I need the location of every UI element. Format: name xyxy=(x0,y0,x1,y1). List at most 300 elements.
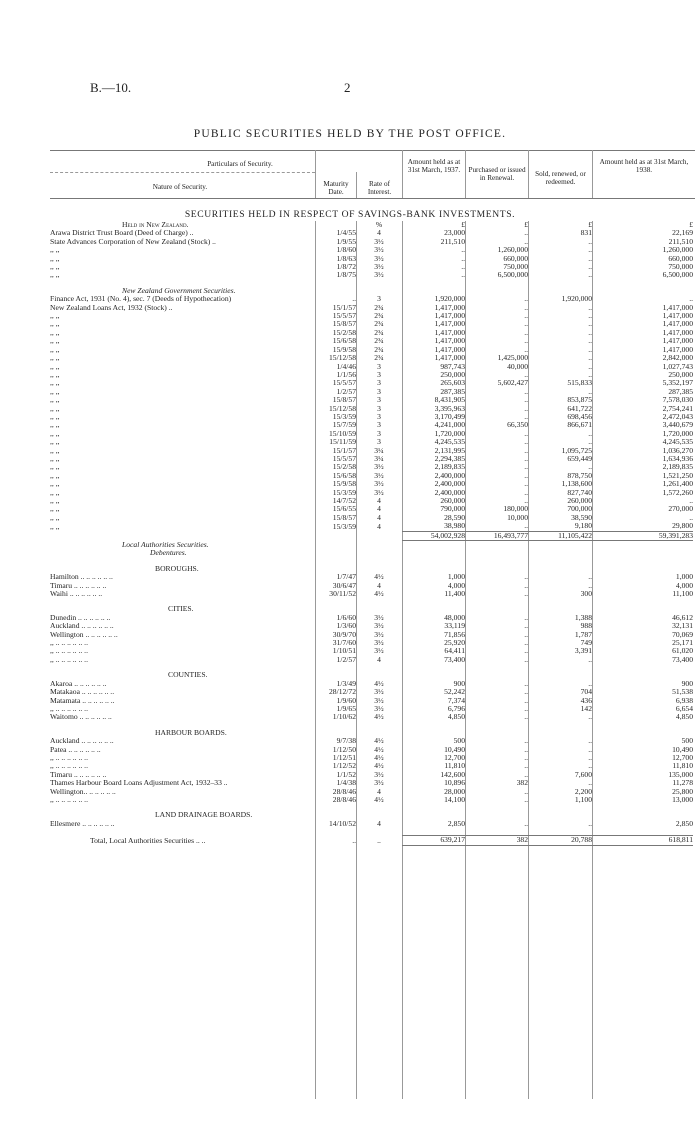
row-label: BOROUGHS. xyxy=(155,564,199,573)
row-label: ,, ,, xyxy=(50,480,60,489)
cell-e: .. xyxy=(588,254,592,263)
row-label: ,, ,, xyxy=(50,328,60,337)
cell-d: 66,350 xyxy=(507,421,528,430)
cell-e: .. xyxy=(588,312,592,321)
cell-f: 59,391,283 xyxy=(592,531,693,540)
cell-d xyxy=(465,605,528,613)
cell-f: 3,440,679 xyxy=(662,421,693,430)
cell-f: 51,538 xyxy=(672,688,693,697)
row-label: ,, ,, xyxy=(50,454,60,463)
cell-a xyxy=(315,549,356,557)
cell-a: 1/8/75 xyxy=(336,271,356,280)
row-label: New Zealand Loans Act, 1932 (Stock) .. xyxy=(50,303,173,312)
cell-e: .. xyxy=(588,655,592,664)
cell-c: 3,395,963 xyxy=(434,404,465,413)
row-label: State Advances Corporation of New Zealand (Stock) .. xyxy=(50,237,216,246)
cell-d: .. xyxy=(524,762,528,771)
table-row xyxy=(50,337,693,345)
table-row xyxy=(50,405,693,413)
cell-b: 3 xyxy=(377,404,381,413)
cell-d: .. xyxy=(524,488,528,497)
cell-b: 3½ xyxy=(374,263,384,272)
row-label: HARBOUR BOARDS. xyxy=(155,728,227,737)
cell-f: 25,800 xyxy=(672,787,693,796)
table-row xyxy=(50,320,693,328)
cell-a: 1/4/55 xyxy=(336,229,356,238)
cell-f: 11,278 xyxy=(672,779,693,788)
cell-a: 1/10/62 xyxy=(332,713,356,722)
cell-c: 6,796 xyxy=(447,704,465,713)
cell-c: 10,490 xyxy=(444,745,465,754)
cell-f: 11,810 xyxy=(672,762,693,771)
cell-c: 1,920,000 xyxy=(434,295,465,304)
table-row xyxy=(50,312,693,320)
cell-b: 4 xyxy=(377,787,381,796)
col-header-held-1937: Amount held as at 31st March, 1937. xyxy=(407,158,461,175)
cell-a: 30/9/70 xyxy=(332,630,356,639)
cell-c: 11,400 xyxy=(444,590,465,599)
cell-f: 250,000 xyxy=(668,370,693,379)
cell-d: 16,493,777 xyxy=(465,531,528,540)
cell-d: 5,602,427 xyxy=(497,379,528,388)
cell-a: 1/3/60 xyxy=(336,622,356,631)
cell-e xyxy=(528,811,592,819)
row-label: ,, ,, xyxy=(50,271,60,280)
cell-c: 4,850 xyxy=(447,713,465,722)
cell-d xyxy=(465,671,528,679)
table-row xyxy=(50,295,693,303)
table-row xyxy=(50,522,693,531)
cell-b xyxy=(356,565,402,573)
cell-a xyxy=(315,671,356,679)
cell-b: 4 xyxy=(377,229,381,238)
cell-a: 1/9/65 xyxy=(336,704,356,713)
cell-d: .. xyxy=(524,337,528,346)
cell-c xyxy=(402,729,465,737)
table-row xyxy=(50,622,693,630)
cell-d: 180,000 xyxy=(503,505,528,514)
cell-d: 10,000 xyxy=(507,513,528,522)
cell-e: .. xyxy=(588,370,592,379)
cell-b: 4½ xyxy=(374,573,384,582)
cell-e: .. xyxy=(588,362,592,371)
cell-f: 2,472,043 xyxy=(662,412,693,421)
cell-e: 436 xyxy=(580,696,592,705)
cell-a: .. xyxy=(352,295,356,304)
table-row xyxy=(50,762,693,770)
group-heading-row xyxy=(50,565,693,573)
header-bottom-rule xyxy=(50,198,695,199)
table-row xyxy=(50,656,693,664)
cell-e: 749 xyxy=(580,639,592,648)
cell-b: 3 xyxy=(377,438,381,447)
header-top-rule xyxy=(50,150,695,151)
row-label: Held in New Zealand. xyxy=(122,221,189,229)
cell-a: 15/1/57 xyxy=(332,303,356,312)
cell-a: 15/5/57 xyxy=(332,454,356,463)
cell-f: 6,938 xyxy=(675,696,693,705)
cell-c: 64,411 xyxy=(444,647,465,656)
group-heading-row xyxy=(50,729,693,737)
cell-c: 1,417,000 xyxy=(434,303,465,312)
cell-f: 1,417,000 xyxy=(662,320,693,329)
cell-e: 7,600 xyxy=(574,770,592,779)
cell-a: 15/3/59 xyxy=(332,412,356,421)
cell-b: 3½ xyxy=(374,630,384,639)
cell-c: 1,417,000 xyxy=(434,337,465,346)
table-row xyxy=(50,246,693,254)
spacer xyxy=(50,722,693,729)
cell-a: 15/6/58 xyxy=(332,471,356,480)
cell-e: 515,833 xyxy=(567,379,592,388)
cell-b: 3½ xyxy=(374,696,384,705)
cell-e: .. xyxy=(588,237,592,246)
table-row xyxy=(50,796,693,804)
cell-f: 1,027,743 xyxy=(662,362,693,371)
row-label: ,, .. .. .. .. .. .. xyxy=(50,639,88,648)
row-label: Thames Harbour Board Loans Adjustment Act, 1932–33 .. xyxy=(50,779,228,788)
cell-d: 6,500,000 xyxy=(497,271,528,280)
cell-c: 48,000 xyxy=(444,613,465,622)
table-row xyxy=(50,614,693,622)
cell-e: 704 xyxy=(580,688,592,697)
table-row xyxy=(50,497,693,505)
table-row xyxy=(50,746,693,754)
cell-b: % xyxy=(375,221,383,229)
cell-a: 28/8/46 xyxy=(332,795,356,804)
cell-f xyxy=(592,605,693,613)
cell-f: 70,069 xyxy=(672,630,693,639)
cell-d: .. xyxy=(524,630,528,639)
cell-f: 1,417,000 xyxy=(662,345,693,354)
cell-a: 1/8/63 xyxy=(336,254,356,263)
cell-b: 4½ xyxy=(374,679,384,688)
cell-b: 3 xyxy=(377,396,381,405)
cell-d: 382 xyxy=(516,779,528,788)
cell-b: 3½ xyxy=(374,271,384,280)
cell-e: 1,100 xyxy=(574,795,592,804)
row-label: Matakaoa .. .. .. .. .. .. xyxy=(50,688,115,697)
cell-e: .. xyxy=(588,753,592,762)
cell-c: 28,590 xyxy=(444,513,465,522)
cell-a xyxy=(315,605,356,613)
row-label: Wellington.. .. .. .. .. .. xyxy=(50,787,116,796)
cell-f: 1,417,000 xyxy=(662,337,693,346)
total-row xyxy=(50,531,693,540)
cell-e xyxy=(528,549,592,557)
row-label: ,, ,, xyxy=(50,404,60,413)
header-mid-rule xyxy=(50,172,315,173)
row-label: ,, ,, xyxy=(50,246,60,255)
group-heading-row xyxy=(50,811,693,819)
cell-f: 7,578,030 xyxy=(662,396,693,405)
spacer-row xyxy=(50,280,693,287)
cell-b xyxy=(356,671,402,679)
cell-b: 3½ xyxy=(374,647,384,656)
cell-d: .. xyxy=(524,581,528,590)
cell-a: 15/11/59 xyxy=(329,438,356,447)
row-label: ,, ,, xyxy=(50,254,60,263)
cell-a xyxy=(315,729,356,737)
cell-a: 15/2/58 xyxy=(332,463,356,472)
cell-d: .. xyxy=(524,522,528,531)
cell-b: 3½ xyxy=(374,488,384,497)
cell-b: 3 xyxy=(377,370,381,379)
header-divider xyxy=(315,150,316,198)
cell-f xyxy=(592,287,693,295)
cell-c: .. xyxy=(461,246,465,255)
table-row xyxy=(50,363,693,371)
cell-e: .. xyxy=(588,246,592,255)
cell-c: 10,896 xyxy=(444,779,465,788)
spacer-row xyxy=(50,722,693,729)
cell-d: .. xyxy=(524,573,528,582)
cell-e: .. xyxy=(588,581,592,590)
cell-b: 3½ xyxy=(374,779,384,788)
cell-f: 1,000 xyxy=(675,573,693,582)
cell-c: .. xyxy=(461,263,465,272)
cell-b: 4 xyxy=(377,505,381,514)
row-label xyxy=(50,531,315,540)
cell-d: £ xyxy=(524,221,528,229)
cell-c: £ xyxy=(461,221,465,229)
cell-b: 3½ xyxy=(374,480,384,489)
col-header-sold: Sold, renewed, or redeemed. xyxy=(535,170,586,187)
table-row xyxy=(50,346,693,354)
cell-f: 1,417,000 xyxy=(662,303,693,312)
cell-d: .. xyxy=(524,471,528,480)
table-row xyxy=(50,647,693,655)
cell-a: 15/9/58 xyxy=(332,480,356,489)
cell-d: .. xyxy=(524,429,528,438)
cell-f: 270,000 xyxy=(668,505,693,514)
header-divider xyxy=(528,150,529,198)
cell-c: 7,374 xyxy=(447,696,465,705)
cell-e: 641,722 xyxy=(567,404,592,413)
cell-a: 15/6/58 xyxy=(332,337,356,346)
cell-b xyxy=(356,729,402,737)
cell-e: 659,449 xyxy=(567,454,592,463)
cell-f: 500 xyxy=(681,737,693,746)
cell-d: .. xyxy=(524,396,528,405)
cell-b: 4 xyxy=(377,581,381,590)
cell-a: 15/5/57 xyxy=(332,312,356,321)
cell-c: 2,400,000 xyxy=(434,480,465,489)
cell-b: 3 xyxy=(377,362,381,371)
cell-f: 29,800 xyxy=(672,522,693,531)
cell-e: .. xyxy=(588,713,592,722)
cell-e: 9,180 xyxy=(574,522,592,531)
cell-b: 3 xyxy=(377,379,381,388)
table-row xyxy=(50,480,693,488)
row-label: Timaru .. .. .. .. .. .. xyxy=(50,770,107,779)
cell-e xyxy=(528,565,592,573)
row-label: ,, ,, xyxy=(50,370,60,379)
cell-a: 15/2/58 xyxy=(332,328,356,337)
cell-f: 2,189,835 xyxy=(662,463,693,472)
cell-b: 2¾ xyxy=(374,312,384,321)
cell-a: 15/12/58 xyxy=(328,354,356,363)
cell-a xyxy=(315,565,356,573)
cell-b: 3½ xyxy=(374,237,384,246)
cell-e: .. xyxy=(588,762,592,771)
cell-d: .. xyxy=(524,590,528,599)
row-label: ,, ,, xyxy=(50,429,60,438)
cell-d: .. xyxy=(524,237,528,246)
row-label: ,, ,, xyxy=(50,312,60,321)
cell-e xyxy=(528,287,592,295)
table-row xyxy=(50,438,693,446)
row-label: Patea .. .. .. .. .. .. xyxy=(50,745,101,754)
cell-c: 28,000 xyxy=(444,787,465,796)
table-row xyxy=(50,737,693,745)
table-row xyxy=(50,771,693,779)
table-row xyxy=(50,514,693,522)
cell-d: .. xyxy=(524,795,528,804)
cell-a: 1/12/51 xyxy=(332,753,356,762)
table-row xyxy=(50,705,693,713)
cell-b: 3¼ xyxy=(374,446,384,455)
cell-b: 3½ xyxy=(374,704,384,713)
cell-e: 700,000 xyxy=(567,505,592,514)
cell-b: 4 xyxy=(377,522,381,531)
cell-c: 2,850 xyxy=(447,819,465,828)
page-number: 2 xyxy=(344,80,351,95)
cell-d xyxy=(465,729,528,737)
cell-e: .. xyxy=(588,737,592,746)
cell-c: 790,000 xyxy=(440,505,465,514)
total-row xyxy=(50,836,693,845)
cell-a: 1/12/50 xyxy=(332,745,356,754)
cell-f: 4,245,535 xyxy=(662,438,693,447)
cell-f: 2,754,241 xyxy=(662,404,693,413)
cell-c: 38,980 xyxy=(444,522,465,531)
cell-b: 3¼ xyxy=(374,454,384,463)
cell-e: 2,200 xyxy=(574,787,592,796)
cell-f: 660,000 xyxy=(668,254,693,263)
cell-c: 73,400 xyxy=(444,655,465,664)
row-label: Arawa District Trust Board (Deed of Charge) .. xyxy=(50,229,194,238)
cell-b: 3 xyxy=(377,387,381,396)
header-divider xyxy=(592,150,593,198)
row-label: ,, ,, xyxy=(50,438,60,447)
row-label: ,, ,, xyxy=(50,354,60,363)
cell-c: 639,217 xyxy=(402,836,465,845)
cell-b: 3½ xyxy=(374,246,384,255)
table-row xyxy=(50,788,693,796)
cell-e: 142 xyxy=(580,704,592,713)
row-label: Waitomo .. .. .. .. .. .. xyxy=(50,713,112,722)
cell-a: .. xyxy=(352,835,356,845)
cell-a: 1/7/47 xyxy=(336,573,356,582)
cell-e xyxy=(528,605,592,613)
cell-c: 987,743 xyxy=(440,362,465,371)
cell-f: 287,385 xyxy=(668,387,693,396)
table-row xyxy=(50,489,693,497)
table-row xyxy=(50,229,693,237)
table-row xyxy=(50,590,693,598)
table-row xyxy=(50,505,693,513)
cell-a xyxy=(315,811,356,819)
cell-d: .. xyxy=(524,819,528,828)
cell-b: 4 xyxy=(377,513,381,522)
cell-b: 4½ xyxy=(374,762,384,771)
row-label: Finance Act, 1931 (No. 4), sec. 7 (Deeds of Hypothecation) xyxy=(50,295,232,304)
cell-b: 3 xyxy=(377,412,381,421)
cell-f xyxy=(592,541,693,550)
cell-c: .. xyxy=(461,254,465,263)
cell-e: .. xyxy=(588,438,592,447)
row-label: ,, .. .. .. .. .. .. xyxy=(50,753,88,762)
cell-e: .. xyxy=(588,679,592,688)
cell-c xyxy=(402,565,465,573)
table-row xyxy=(50,371,693,379)
cell-e: .. xyxy=(588,271,592,280)
row-label: ,, ,, xyxy=(50,379,60,388)
cell-a: 1/8/72 xyxy=(336,263,356,272)
cell-f: 10,490 xyxy=(672,745,693,754)
cell-b: 3 xyxy=(377,421,381,430)
row-label: Auckland .. .. .. .. .. .. xyxy=(50,737,114,746)
table-row xyxy=(50,255,693,263)
row-label: Hamilton .. .. .. .. .. .. xyxy=(50,573,113,582)
header-divider xyxy=(465,150,466,198)
cell-d: .. xyxy=(524,737,528,746)
cell-d: .. xyxy=(524,404,528,413)
cell-a: 9/7/38 xyxy=(336,737,356,746)
table-row xyxy=(50,820,693,828)
row-label: ,, .. .. .. .. .. .. xyxy=(50,762,88,771)
cell-f: 1,261,400 xyxy=(662,480,693,489)
row-label: New Zealand Government Securities. xyxy=(122,286,236,295)
cell-e: .. xyxy=(588,745,592,754)
cell-c: 1,720,000 xyxy=(434,429,465,438)
cell-d: .. xyxy=(524,613,528,622)
cell-a: 15/12/58 xyxy=(328,404,356,413)
cell-d: 660,000 xyxy=(503,254,528,263)
cell-a: 1/9/55 xyxy=(336,237,356,246)
securities-table xyxy=(50,221,693,846)
row-label: ,, ,, xyxy=(50,263,60,272)
cell-d xyxy=(465,541,528,550)
cell-b: 4½ xyxy=(374,737,384,746)
cell-d: .. xyxy=(524,655,528,664)
cell-e: 1,920,000 xyxy=(561,295,592,304)
cell-e: 3,391 xyxy=(574,647,592,656)
cell-a: 15/10/59 xyxy=(328,429,356,438)
row-label: ,, ,, xyxy=(50,337,60,346)
cell-d: .. xyxy=(524,438,528,447)
cell-f: 32,131 xyxy=(672,622,693,631)
cell-e: .. xyxy=(588,337,592,346)
cell-a: 1/3/49 xyxy=(336,679,356,688)
cell-b xyxy=(356,287,402,295)
cell-b: 4 xyxy=(377,497,381,505)
cell-c: 4,245,535 xyxy=(434,438,465,447)
cell-b: 2¾ xyxy=(374,354,384,363)
col-header-rate: Rate of Interest. xyxy=(367,180,392,197)
cell-b: 2¾ xyxy=(374,345,384,354)
cell-f: 1,036,270 xyxy=(662,446,693,455)
cell-f: 1,417,000 xyxy=(662,328,693,337)
cell-a: 15/8/57 xyxy=(332,513,356,522)
cell-c: 142,600 xyxy=(440,770,465,779)
spacer-row xyxy=(50,598,693,605)
cell-d: .. xyxy=(524,639,528,648)
cell-b: 3½ xyxy=(374,254,384,263)
cell-c: .. xyxy=(461,271,465,280)
cell-c xyxy=(402,671,465,679)
